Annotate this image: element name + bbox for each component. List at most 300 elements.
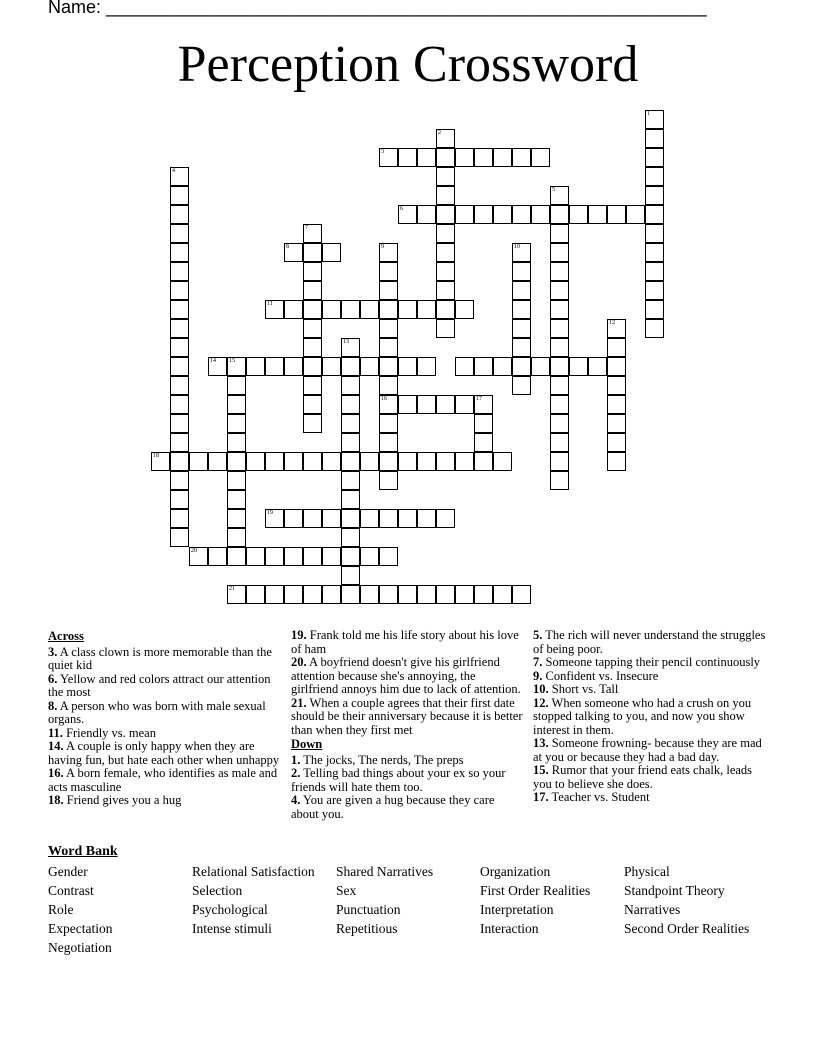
grid-cell[interactable] [170,490,189,509]
clue-number-label: 6. [48,671,58,686]
grid-cell[interactable] [341,395,360,414]
grid-cell[interactable] [341,547,360,566]
grid-cell[interactable] [417,585,436,604]
grid-cell[interactable] [379,319,398,338]
clue-text: The jocks, The nerds, The preps [300,752,464,767]
grid-cell[interactable] [398,509,417,528]
clue-number-label: 5. [533,628,543,642]
grid-cell[interactable] [303,547,322,566]
grid-cell[interactable] [455,395,474,414]
grid-cell[interactable] [189,452,208,471]
grid-cell[interactable] [512,376,531,395]
grid-cell[interactable] [550,319,569,338]
grid-cell[interactable] [436,585,455,604]
clue [291,697,524,738]
grid-cell[interactable] [417,357,436,376]
clue [48,673,281,700]
grid-cell[interactable] [341,300,360,319]
word-bank-item: Interaction [480,921,539,936]
grid-cell[interactable] [170,376,189,395]
grid-cell[interactable] [170,205,189,224]
clue-number-label: 16. [48,766,64,780]
grid-cell[interactable] [436,509,455,528]
grid-cell[interactable] [265,357,284,376]
word-bank-item: Interpretation [480,902,554,917]
word-bank-item: Negotiation [48,940,112,955]
clue-text: Telling bad things about your ex so your friends will hate them too. [291,766,506,794]
grid-cell[interactable] [398,452,417,471]
grid-cell[interactable] [474,433,493,452]
clue-number-label: 14. [48,739,64,753]
grid-cell[interactable] [360,509,379,528]
clue [533,764,766,791]
grid-cell[interactable] [645,300,664,319]
grid-cell[interactable] [436,205,455,224]
grid-cell[interactable] [417,148,436,167]
grid-cell[interactable] [474,414,493,433]
grid-cell[interactable] [341,471,360,490]
word-bank-item: Intense stimuli [192,921,272,936]
grid-cell[interactable] [531,148,550,167]
grid-cell[interactable] [398,357,417,376]
clue [533,683,766,697]
clue-number-label: 7. [533,655,543,669]
clue-text: You are given a hug because they care about you. [291,793,495,821]
clue-number-label: 4. [291,793,301,807]
grid-cell[interactable] [626,205,645,224]
clue-text: Someone frowning- because they are mad at you or because they had a bad day. [533,736,762,764]
grid-cell[interactable] [170,262,189,281]
grid-cell[interactable] [569,205,588,224]
clue-number: 5 [552,187,555,193]
grid-cell[interactable] [227,414,246,433]
grid-cell[interactable] [379,338,398,357]
grid-cell[interactable] [474,205,493,224]
grid-cell[interactable] [607,395,626,414]
grid-cell[interactable] [455,300,474,319]
grid-cell[interactable] [303,395,322,414]
grid-cell[interactable] [379,452,398,471]
clue-number-label: 1. [291,752,301,767]
grid-cell[interactable] [284,585,303,604]
grid-cell[interactable] [303,585,322,604]
clue-number-label: 17. [533,790,549,804]
grid-cell[interactable] [455,357,474,376]
clue-text: Short vs. Tall [548,682,619,696]
grid-cell[interactable] [436,395,455,414]
grid-cell[interactable] [493,148,512,167]
clue [291,656,524,697]
across-header: Across [48,629,84,643]
page-title: Perception Crossword [177,36,639,93]
grid-cell[interactable] [379,262,398,281]
grid-cell[interactable] [360,585,379,604]
grid-cell[interactable] [436,452,455,471]
grid-cell[interactable] [645,205,664,224]
word-bank-item: Selection [192,883,243,898]
grid-cell[interactable] [246,547,265,566]
grid-cell[interactable] [208,547,227,566]
grid-cell[interactable] [170,224,189,243]
grid-cell[interactable] [170,433,189,452]
clue-number-label: 10. [533,682,549,696]
clue-number-label: 9. [533,668,543,683]
grid-cell[interactable] [398,395,417,414]
grid-cell[interactable] [379,547,398,566]
clue-text: Teacher vs. Student [548,790,650,804]
grid-cell[interactable] [227,395,246,414]
clue [533,697,766,738]
grid-cell[interactable] [227,490,246,509]
word-bank-item: Relational Satisfaction [192,864,315,879]
clue-number: 7 [305,225,308,231]
grid-cell[interactable] [531,357,550,376]
grid-cell[interactable] [550,376,569,395]
grid-cell[interactable] [607,357,626,376]
grid-cell[interactable] [512,205,531,224]
grid-cell[interactable] [322,243,341,262]
grid-cell[interactable] [607,376,626,395]
clue [48,727,281,741]
grid-cell[interactable] [341,452,360,471]
grid-cell[interactable] [341,490,360,509]
grid-cell[interactable] [398,148,417,167]
grid-cell[interactable] [303,262,322,281]
grid-cell[interactable] [645,281,664,300]
word-bank-title: Word Bank [48,844,118,859]
grid-cell[interactable] [360,452,379,471]
grid-cell[interactable] [645,319,664,338]
clue-number: 9 [381,244,384,250]
grid-cell[interactable] [493,452,512,471]
grid-cell[interactable] [550,452,569,471]
grid-cell[interactable] [436,224,455,243]
clue-number: 6 [400,206,403,212]
grid-cell[interactable] [550,205,569,224]
clue-number-label: 21. [291,695,307,710]
clue-number: 18 [153,453,159,459]
clue-text: A boyfriend doesn't give his girlfriend attention because she's annoying, the girlfriend annoys him due to lack of attention. [291,655,521,696]
grid-cell[interactable] [322,300,341,319]
grid-cell[interactable] [474,452,493,471]
clue-number-label: 20. [291,655,307,669]
grid-cell[interactable] [170,395,189,414]
grid-cell[interactable] [170,319,189,338]
grid-cell[interactable] [227,471,246,490]
clue-text: When someone who had a crush on you stopped talking to you, and now you show interest in them. [533,695,752,737]
clue-text: Yellow and red colors attract our attention the most [48,671,271,699]
grid-cell[interactable] [341,566,360,585]
grid-cell[interactable] [436,243,455,262]
grid-cell[interactable] [227,547,246,566]
clue-number: 13 [343,339,349,345]
grid-cell[interactable] [607,205,626,224]
grid-cell[interactable] [436,262,455,281]
grid-cell[interactable] [341,414,360,433]
grid-cell[interactable] [436,319,455,338]
word-bank-item: Contrast [48,883,94,898]
clue-number-label: 3. [48,644,58,659]
grid-cell[interactable] [550,243,569,262]
grid-cell[interactable] [303,414,322,433]
clue-text: A couple is only happy when they are having fun, but hate each other when unhappy [48,739,280,767]
grid-cell[interactable] [341,433,360,452]
grid-cell[interactable] [550,300,569,319]
grid-cell[interactable] [303,300,322,319]
grid-cell[interactable] [493,205,512,224]
clue-number: 2 [438,130,441,136]
grid-cell[interactable] [208,452,227,471]
word-bank-item: Role [48,902,74,917]
grid-cell[interactable] [170,509,189,528]
grid-cell[interactable] [227,509,246,528]
grid-cell[interactable] [607,433,626,452]
grid-cell[interactable] [379,585,398,604]
clue-number-label: 13. [533,736,549,750]
clues-column-1 [48,629,281,808]
grid-cell[interactable] [284,300,303,319]
name-line: Name: ____________________________________________________________ [48,0,707,17]
grid-cell[interactable] [246,357,265,376]
clue-number: 4 [172,168,175,174]
grid-cell[interactable] [227,452,246,471]
grid-cell[interactable] [398,585,417,604]
grid-cell[interactable] [170,300,189,319]
grid-cell[interactable] [170,281,189,300]
grid-cell[interactable] [303,319,322,338]
grid-cell[interactable] [284,452,303,471]
grid-cell[interactable] [284,509,303,528]
grid-cell[interactable] [512,148,531,167]
clue-number: 17 [476,396,482,402]
clue [533,670,766,684]
grid-cell[interactable] [170,186,189,205]
grid-cell[interactable] [550,357,569,376]
clue-number: 21 [229,586,235,592]
word-bank-item: Repetitious [336,921,398,936]
word-bank-item: Sex [336,883,357,898]
grid-cell[interactable] [379,414,398,433]
grid-cell[interactable] [303,281,322,300]
clue [48,794,281,808]
grid-cell[interactable] [607,338,626,357]
grid-cell[interactable] [588,205,607,224]
grid-cell[interactable] [417,300,436,319]
grid-cell[interactable] [550,338,569,357]
grid-cell[interactable] [379,433,398,452]
grid-cell[interactable] [436,281,455,300]
grid-cell[interactable] [379,281,398,300]
grid-cell[interactable] [303,338,322,357]
grid-cell[interactable] [455,452,474,471]
grid-cell[interactable] [170,338,189,357]
grid-cell[interactable] [436,167,455,186]
word-bank-item: Organization [480,864,551,879]
clue-number: 14 [210,358,216,364]
grid-cell[interactable] [512,281,531,300]
grid-cell[interactable] [645,262,664,281]
grid-cell[interactable] [265,452,284,471]
grid-cell[interactable] [569,357,588,376]
grid-cell[interactable] [455,585,474,604]
grid-cell[interactable] [303,509,322,528]
grid-cell[interactable] [474,148,493,167]
clue-number-label: 19. [291,628,307,642]
grid-cell[interactable] [341,528,360,547]
grid-cell[interactable] [417,395,436,414]
grid-cell[interactable] [531,205,550,224]
clues-column-2 [291,629,524,821]
grid-cell[interactable] [322,509,341,528]
grid-cell[interactable] [303,376,322,395]
clue [48,767,281,794]
clue [291,629,524,656]
grid-cell[interactable] [645,167,664,186]
grid-cell[interactable] [265,547,284,566]
word-bank-item: Psychological [192,902,268,917]
grid-cell[interactable] [645,148,664,167]
clue [533,629,766,656]
grid-cell[interactable] [512,357,531,376]
grid-cell[interactable] [170,471,189,490]
grid-cell[interactable] [360,357,379,376]
grid-cell[interactable] [512,585,531,604]
clue-text: Rumor that your friend eats chalk, leads you to believe she does. [533,763,753,791]
grid-cell[interactable] [512,319,531,338]
clue [533,791,766,805]
clue-text: When a couple agrees that their first date should be their anniversary because it is better than when they first met [291,695,523,737]
grid-cell[interactable] [645,243,664,262]
grid-cell[interactable] [303,243,322,262]
clue-number-label: 11. [48,725,63,740]
clue-text: Someone tapping their pencil continuously [542,655,761,669]
clue-text: A person who was born with male sexual organs. [48,698,266,726]
clue-text: Friend gives you a hug [63,793,182,807]
grid-cell[interactable] [550,395,569,414]
clue-text: A born female, who identifies as male and acts masculine [48,766,278,794]
grid-cell[interactable] [436,186,455,205]
grid-cell[interactable] [341,509,360,528]
grid-cell[interactable] [170,243,189,262]
grid-cell[interactable] [645,186,664,205]
grid-cell[interactable] [417,509,436,528]
grid-cell[interactable] [227,376,246,395]
grid-cell[interactable] [550,224,569,243]
grid-cell[interactable] [170,452,189,471]
grid-cell[interactable] [170,528,189,547]
grid-cell[interactable] [265,585,284,604]
grid-cell[interactable] [455,205,474,224]
word-bank-item: Punctuation [336,902,401,917]
clue [291,794,524,821]
grid-cell[interactable] [246,452,265,471]
grid-cell[interactable] [379,357,398,376]
clue [533,737,766,764]
grid-cell[interactable] [512,338,531,357]
clue-number: 3 [381,149,384,155]
grid-cell[interactable] [341,585,360,604]
grid-cell[interactable] [417,452,436,471]
grid-cell[interactable] [322,585,341,604]
grid-cell[interactable] [550,414,569,433]
clue-text: Confident vs. Insecure [542,668,659,683]
word-bank-item: Gender [48,864,88,879]
grid-cell[interactable] [284,357,303,376]
clue-number-label: 8. [48,698,58,713]
clue [48,646,281,673]
grid-cell[interactable] [417,205,436,224]
word-bank-item: Physical [624,864,670,879]
grid-cell[interactable] [550,471,569,490]
grid-cell[interactable] [588,357,607,376]
grid-cell[interactable] [607,452,626,471]
grid-cell[interactable] [645,224,664,243]
grid-cell[interactable] [341,376,360,395]
grid-cell[interactable] [436,148,455,167]
grid-cell[interactable] [512,262,531,281]
grid-cell[interactable] [227,528,246,547]
grid-cell[interactable] [341,357,360,376]
clue-number: 10 [514,244,520,250]
grid-cell[interactable] [379,376,398,395]
grid-cell[interactable] [474,585,493,604]
grid-cell[interactable] [170,357,189,376]
grid-cell[interactable] [322,547,341,566]
grid-cell[interactable] [284,547,303,566]
word-bank-item: Second Order Realities [624,921,750,936]
grid-cell[interactable] [379,300,398,319]
grid-cell[interactable] [360,547,379,566]
grid-cell[interactable] [303,357,322,376]
clue-number-label: 2. [291,766,301,780]
clue-number: 19 [267,510,273,516]
clue-number: 11 [267,301,273,307]
grid-cell[interactable] [493,357,512,376]
word-bank-item: First Order Realities [480,883,591,898]
clue [533,656,766,670]
clue-text: The rich will never understand the struggles of being poor. [533,628,766,656]
clue-number: 20 [191,548,197,554]
word-bank-item: Expectation [48,921,113,936]
grid-cell[interactable] [474,357,493,376]
grid-cell[interactable] [303,452,322,471]
grid-cell[interactable] [436,300,455,319]
grid-cell[interactable] [322,357,341,376]
grid-cell[interactable] [455,148,474,167]
clue-number: 16 [381,396,387,402]
grid-cell[interactable] [379,471,398,490]
grid-cell[interactable] [246,585,265,604]
grid-cell[interactable] [360,300,379,319]
grid-cell[interactable] [170,414,189,433]
clue [48,740,281,767]
grid-cell[interactable] [322,452,341,471]
grid-cell[interactable] [607,414,626,433]
grid-cell[interactable] [398,300,417,319]
clue-number-label: 18. [48,793,64,807]
clue-text: Friendly vs. mean [62,725,156,740]
clue-number: 1 [647,111,650,117]
grid-cell[interactable] [493,585,512,604]
clue-text: A class clown is more memorable than the quiet kid [48,644,272,672]
grid-cell[interactable] [550,281,569,300]
grid-cell[interactable] [645,129,664,148]
grid-cell[interactable] [550,262,569,281]
grid-cell[interactable] [550,433,569,452]
grid-cell[interactable] [227,433,246,452]
grid-cell[interactable] [379,509,398,528]
grid-cell[interactable] [512,300,531,319]
